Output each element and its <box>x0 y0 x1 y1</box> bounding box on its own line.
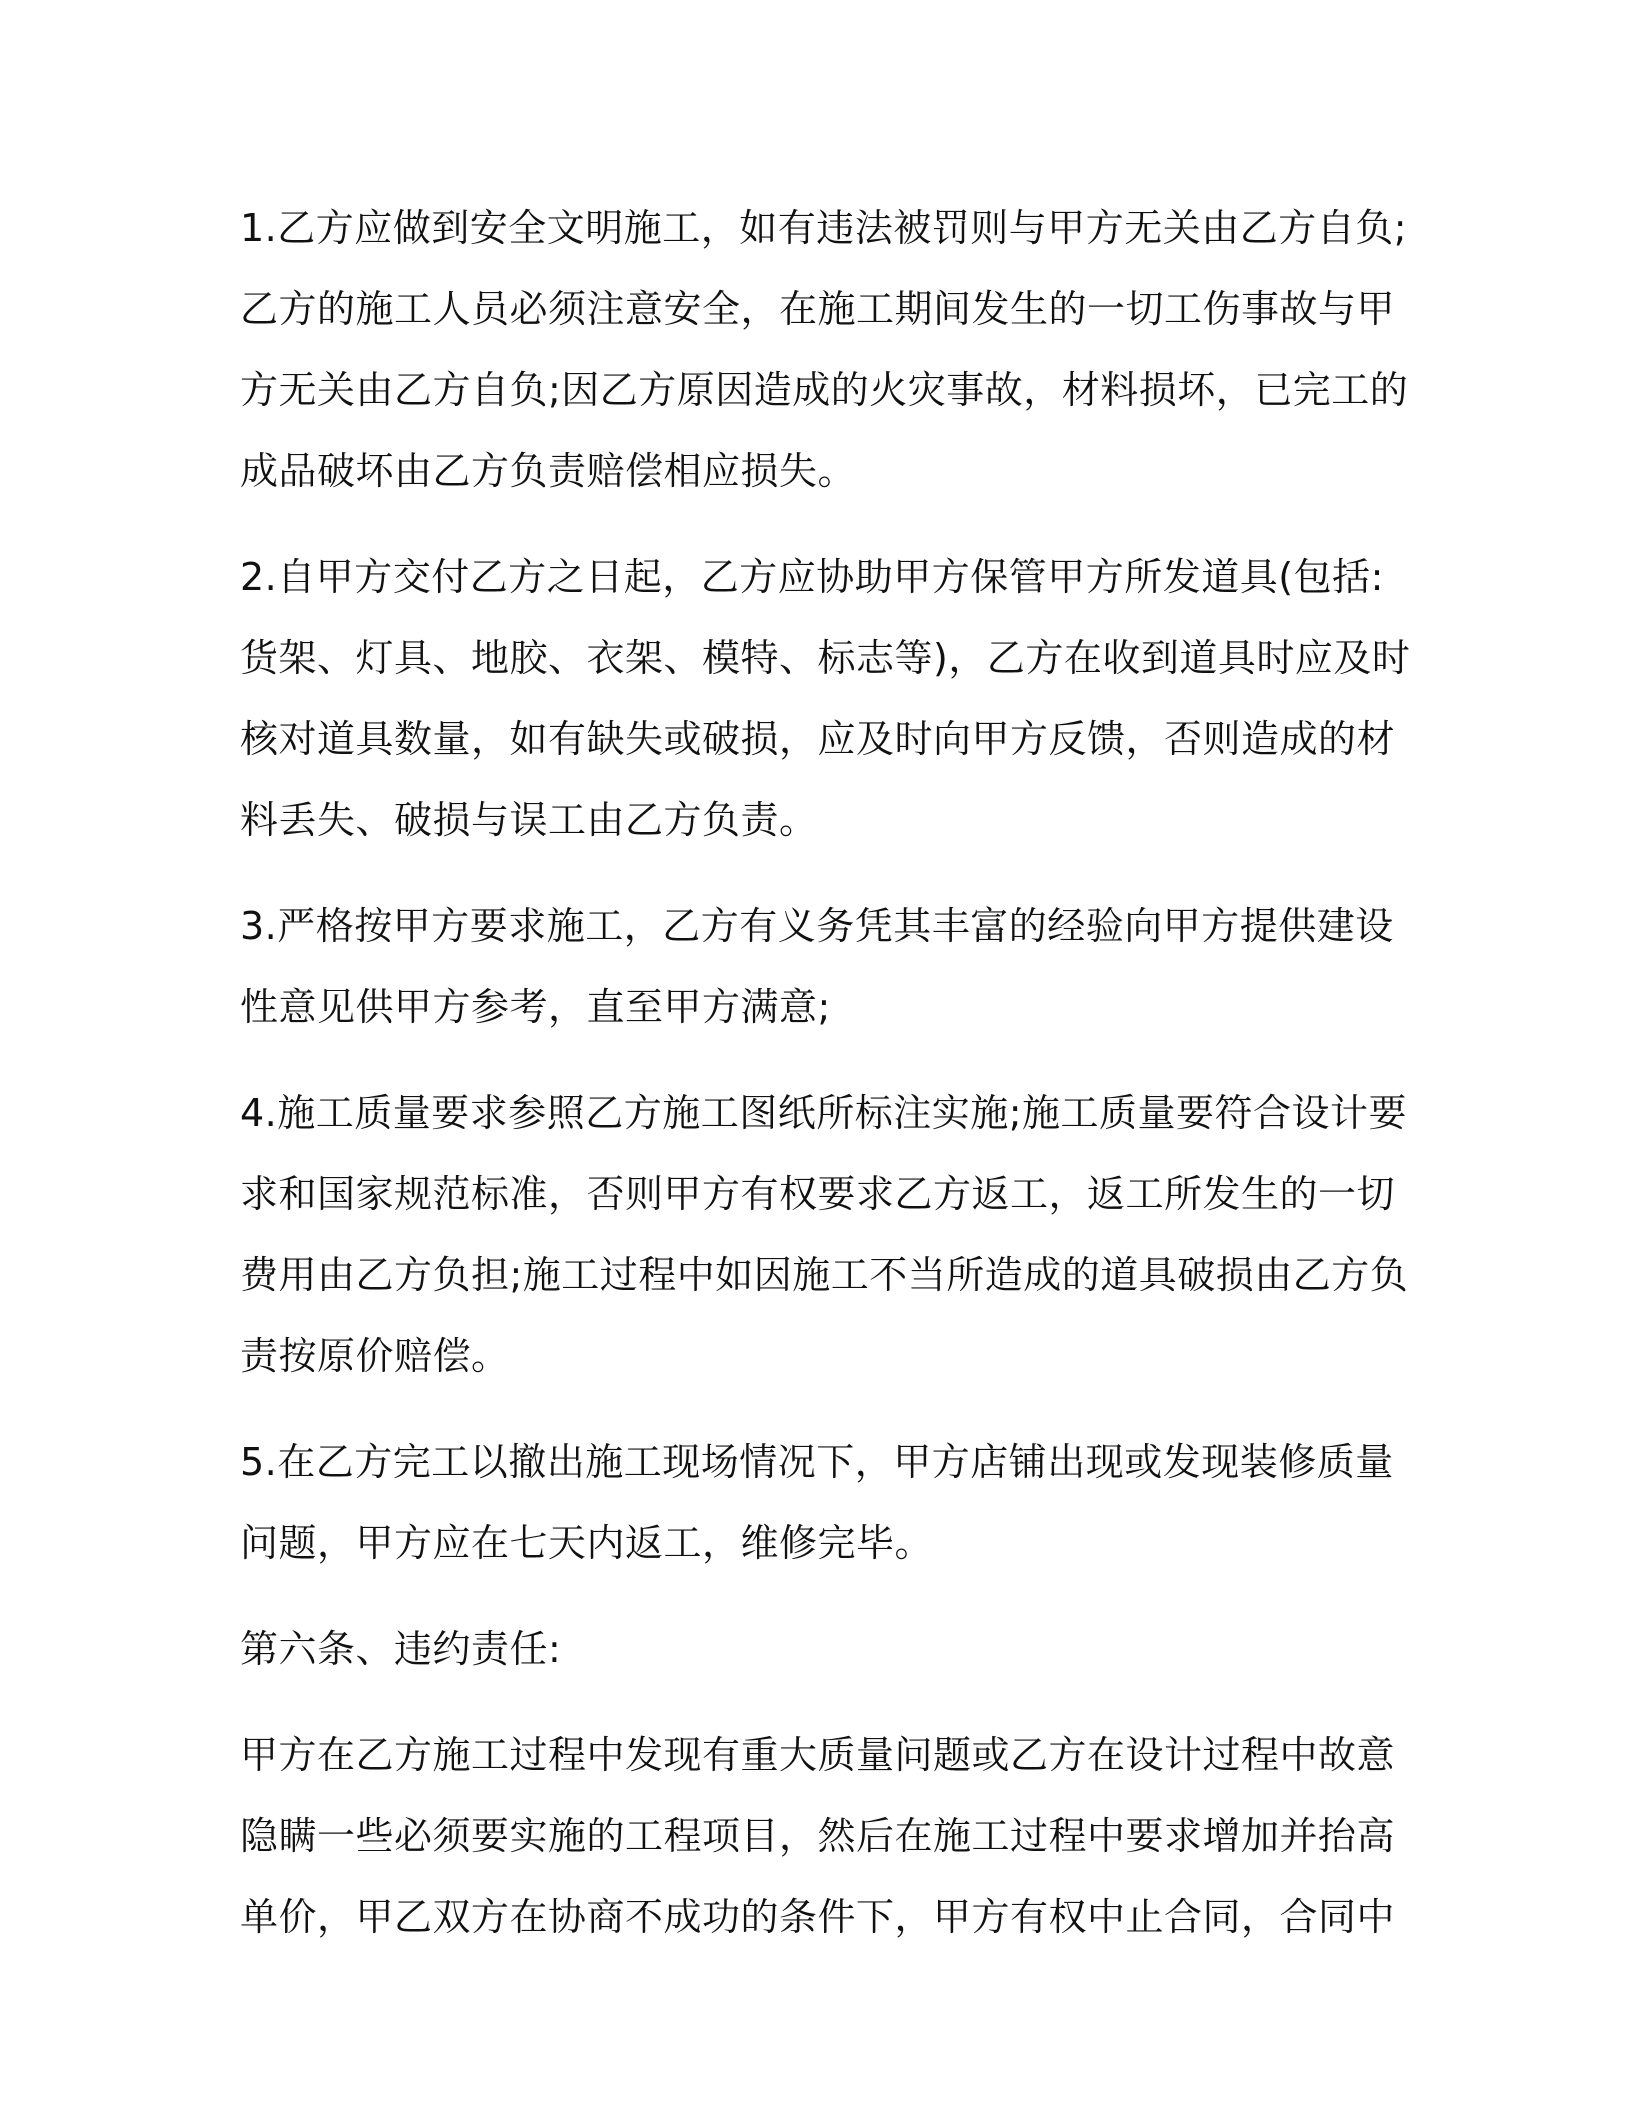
article-6-heading <box>240 1609 1390 1690</box>
text-line: 方无关由乙方自负;因乙方原因造成的火灾事故，材料损坏，已完工的 <box>240 368 1409 412</box>
text-line: 货架、灯具、地胶、衣架、模特、标志等)，乙方在收到道具时应及时 <box>240 636 1411 680</box>
document-body <box>240 188 1411 1958</box>
text-line: 隐瞒一些必须要实施的工程项目，然后在施工过程中要求增加并抬高 <box>240 1814 1396 1858</box>
clause-4-paragraph <box>240 1073 1409 1397</box>
text-line: 核对道具数量，如有缺失或破损，应及时向甲方反馈，否则造成的材 <box>240 717 1396 761</box>
text-line: 性意见供甲方参考，直至甲方满意; <box>240 985 831 1029</box>
section-heading: 第六条、违约责任: <box>240 1627 562 1671</box>
text-line: 2.自甲方交付乙方之日起，乙方应协助甲方保管甲方所发道具(包括: <box>240 555 1384 599</box>
text-line: 1.乙方应做到安全文明施工，如有违法被罚则与甲方无关由乙方自负; <box>240 206 1408 250</box>
text-line: 责按原价赔偿。 <box>240 1334 510 1378</box>
breach-liability-paragraph <box>240 1715 1396 1958</box>
text-line: 费用由乙方负担;施工过程中如因施工不当所造成的道具破损由乙方负 <box>240 1253 1409 1297</box>
text-line: 4.施工质量要求参照乙方施工图纸所标注实施;施工质量要符合设计要 <box>240 1091 1408 1135</box>
text-line: 5.在乙方完工以撤出施工现场情况下，甲方店铺出现或发现装修质量 <box>240 1440 1394 1484</box>
clause-3-paragraph <box>240 886 1394 1048</box>
text-line: 3.严格按甲方要求施工，乙方有义务凭其丰富的经验向甲方提供建设 <box>240 904 1394 948</box>
text-line: 问题，甲方应在七天内返工，维修完毕。 <box>240 1521 934 1565</box>
text-line: 单价，甲乙双方在协商不成功的条件下，甲方有权中止合同，合同中 <box>240 1895 1396 1939</box>
text-line: 甲方在乙方施工过程中发现有重大质量问题或乙方在设计过程中故意 <box>240 1733 1396 1777</box>
text-line: 乙方的施工人员必须注意安全，在施工期间发生的一切工伤事故与甲 <box>240 287 1396 331</box>
text-line: 求和国家规范标准，否则甲方有权要求乙方返工，返工所发生的一切 <box>240 1172 1396 1216</box>
clause-5-paragraph <box>240 1422 1394 1584</box>
clause-2-paragraph <box>240 537 1411 861</box>
text-line: 料丢失、破损与误工由乙方负责。 <box>240 798 818 842</box>
text-line: 成品破坏由乙方负责赔偿相应损失。 <box>240 449 857 493</box>
clause-1-paragraph <box>240 188 1409 512</box>
